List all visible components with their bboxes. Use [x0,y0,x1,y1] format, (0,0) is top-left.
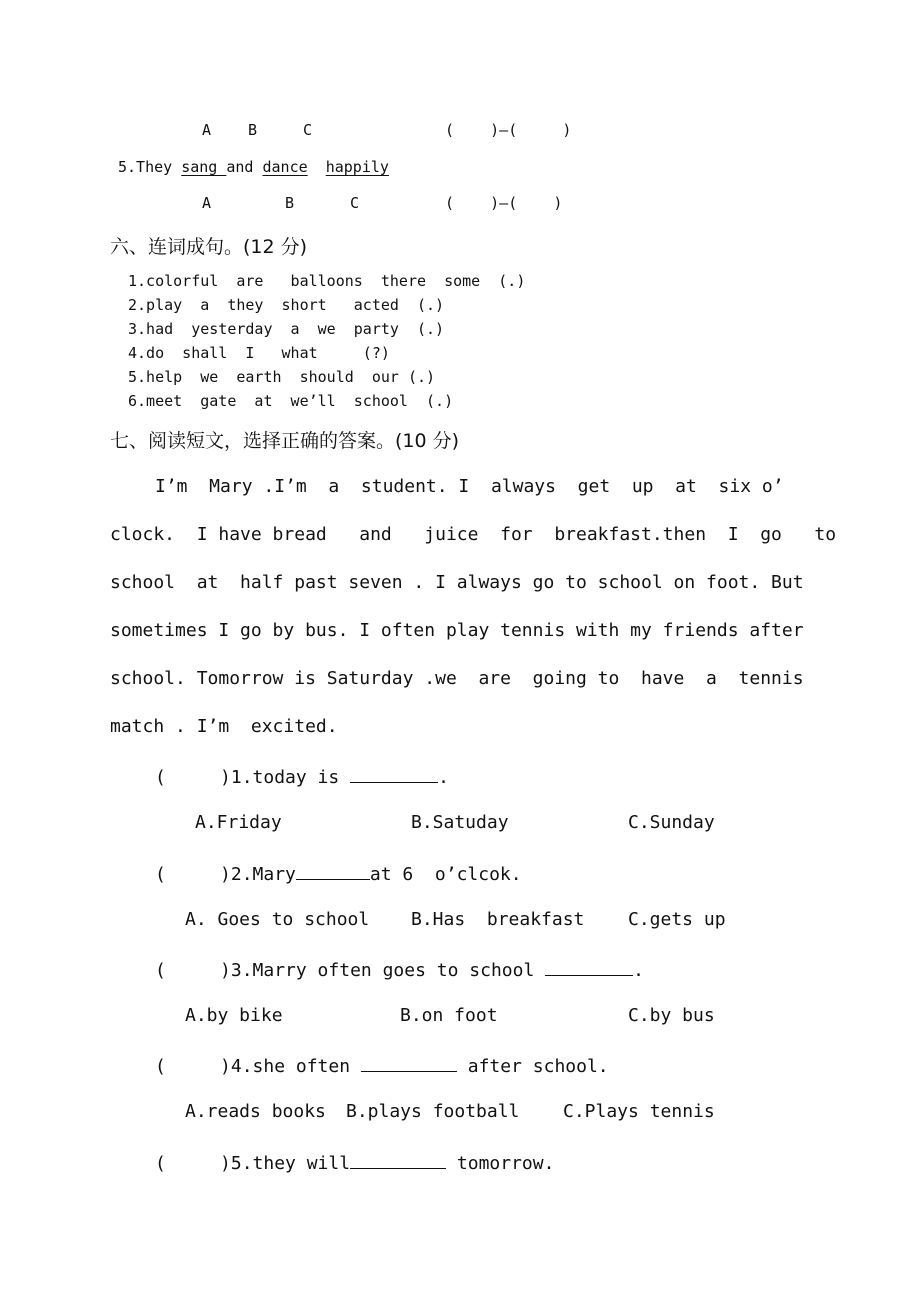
question-text: 2.Mary [230,864,296,885]
passage-line: school. Tomorrow is Saturday .we are going to have a tennis [110,668,804,689]
q5-letter-a: A [202,194,212,212]
question-3 [155,957,644,981]
answer-parens[interactable]: ( ) [155,1056,231,1077]
answer-parens[interactable]: ( ) [155,1153,231,1174]
option-b[interactable]: B.on foot [400,1005,498,1026]
answer-blank[interactable] [361,1053,457,1072]
passage-line: sometimes I go by bus. I often play tennis with my friends after [110,620,804,641]
option-c[interactable]: C.Sunday [628,812,715,833]
q5-answer-parens[interactable]: ( )—( ) [445,194,563,212]
question-text-end: . [438,767,449,788]
question-5 [155,1150,554,1174]
passage-line: school at half past seven . I always go to school on foot. But [110,572,804,593]
q5-letter-b: B [285,194,295,212]
answer-blank[interactable] [545,957,633,976]
q5-underlined-a: sang [181,158,227,176]
question-2 [155,861,522,885]
section6-title: 六、连词成句。(12 分) [110,236,308,258]
q4-answer-parens[interactable]: ( )—( ) [445,121,572,139]
passage-line: clock. I have bread and juice for breakfast.then I go to [110,524,837,545]
question-text-end: . [633,960,644,981]
option-c[interactable]: C.by bus [628,1005,715,1026]
q4-letter-a: A [202,121,212,139]
option-c[interactable]: C.Plays tennis [563,1101,715,1122]
q4-letter-b: B [248,121,258,139]
answer-blank[interactable] [350,1150,446,1169]
section6-item: 1.colorful are balloons there some (.) [128,272,526,290]
q5-letter-c: C [350,194,360,212]
option-a[interactable]: A.by bike [185,1005,283,1026]
question-text-end: at 6 o’clcok. [369,864,522,885]
q5-sentence [118,158,389,176]
q5-underlined-b: dance [262,158,308,176]
q5-and: and [226,158,263,176]
q5-number: 5.They [118,158,182,176]
answer-parens[interactable]: ( ) [155,864,231,885]
option-a[interactable]: A.Friday [195,812,282,833]
section6-item: 5.help we earth should our (.) [128,368,436,386]
question-text: 4.she often [230,1056,361,1077]
passage-line: I’m Mary .I’m a student. I always get up at six o’ [155,476,784,497]
option-b[interactable]: B.Satuday [411,812,509,833]
option-b[interactable]: B.plays football [346,1101,520,1122]
option-b[interactable]: B.Has breakfast [411,909,585,930]
q5-underlined-c: happily [325,158,389,176]
answer-parens[interactable]: ( ) [155,767,231,788]
question-1 [155,764,449,788]
question-4 [155,1053,609,1077]
option-a[interactable]: A. Goes to school [185,909,370,930]
q5-spacer [308,158,326,176]
answer-blank[interactable] [296,861,370,880]
question-text: 3.Marry often goes to school [230,960,546,981]
option-a[interactable]: A.reads books [185,1101,326,1122]
passage-line: match . I’m excited. [110,716,338,737]
section6-item: 6.meet gate at we’ll school (.) [128,392,454,410]
section6-item: 4.do shall I what (?) [128,344,390,362]
answer-blank[interactable] [350,764,438,783]
question-text: 5.they will [230,1153,351,1174]
section7-title: 七、阅读短文，选择正确的答案。(10 分) [110,430,460,452]
option-c[interactable]: C.gets up [628,909,726,930]
question-text: 1.today is [230,767,351,788]
q4-letter-c: C [303,121,313,139]
question-text-end: after school. [456,1056,609,1077]
section6-item: 2.play a they short acted (.) [128,296,445,314]
answer-parens[interactable]: ( ) [155,960,231,981]
question-text-end: tomorrow. [446,1153,555,1174]
section6-item: 3.had yesterday a we party (.) [128,320,445,338]
